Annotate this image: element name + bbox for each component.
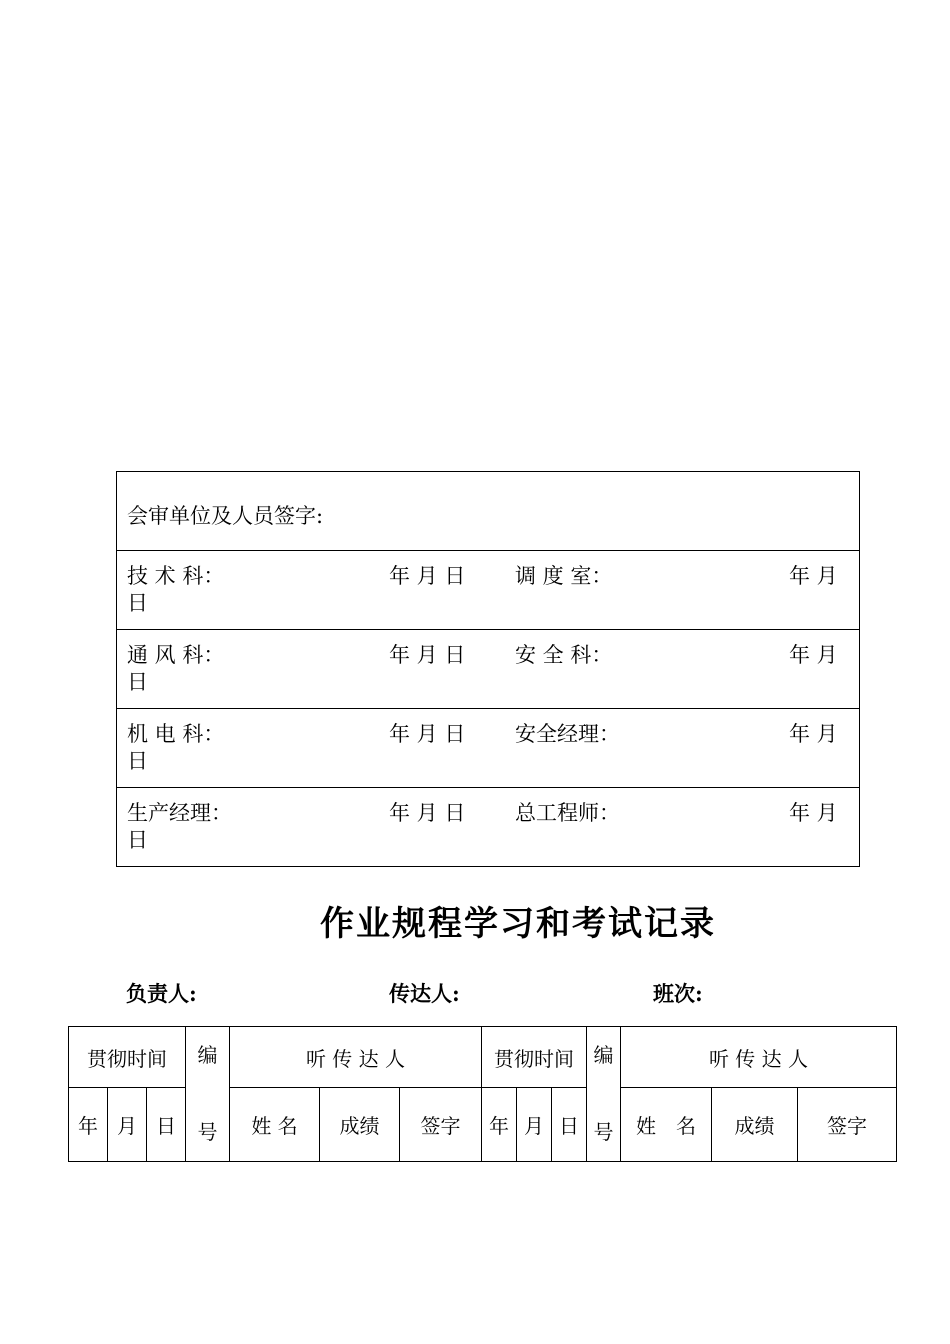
signoff-left-label: 机 电 科：	[127, 722, 225, 746]
signoff-right-label: 调 度 室：	[515, 564, 613, 588]
signoff-cell	[117, 709, 860, 788]
responsible-label: 负责人:	[126, 981, 197, 1006]
signoff-line	[127, 563, 849, 617]
year-header-right: 年	[482, 1088, 517, 1162]
signoff-left-label: 技 术 科：	[127, 564, 225, 588]
signoff-right-label: 总工程师：	[515, 801, 620, 825]
day-header: 日	[147, 1088, 186, 1162]
signature-header: 签字	[400, 1088, 482, 1162]
signoff-row	[117, 630, 860, 709]
number-header-right-top: 编	[593, 1043, 614, 1067]
listener-header: 听 传 达 人	[230, 1027, 482, 1088]
signoff-left-label: 生产经理：	[127, 801, 232, 825]
signoff-left-date: 年 月 日	[389, 564, 466, 588]
period-header: 贯彻时间	[69, 1027, 186, 1088]
signoff-day-wrap: 日	[127, 591, 148, 615]
signoff-row	[117, 788, 860, 867]
signoff-right-label: 安全经理：	[515, 722, 620, 746]
record-header-row-1	[69, 1027, 897, 1088]
name-header: 姓 名	[230, 1088, 320, 1162]
signoff-row	[117, 551, 860, 630]
number-header-right-bottom: 号	[593, 1120, 614, 1144]
signoff-left-date: 年 月 日	[389, 722, 466, 746]
signoff-day-wrap: 日	[127, 670, 148, 694]
month-header-right: 月	[517, 1088, 552, 1162]
signoff-cell	[117, 788, 860, 867]
signoff-cell	[117, 630, 860, 709]
score-header: 成绩	[320, 1088, 400, 1162]
record-title: 作业规程学习和考试记录	[320, 904, 716, 944]
month-header: 月	[108, 1088, 147, 1162]
signoff-left-label: 通 风 科：	[127, 643, 225, 667]
signoff-line	[127, 721, 849, 775]
signoff-left-date: 年 月 日	[389, 643, 466, 667]
signoff-line	[127, 800, 849, 854]
signoff-right-date: 年 月	[789, 801, 838, 825]
year-header: 年	[69, 1088, 108, 1162]
signoff-header-row	[117, 472, 860, 551]
signoff-left-date: 年 月 日	[389, 801, 466, 825]
name-header-right: 姓 名	[621, 1088, 712, 1162]
score-header-right: 成绩	[712, 1088, 798, 1162]
signoff-header-cell	[117, 472, 860, 551]
signoff-right-date: 年 月	[789, 722, 838, 746]
signoff-day-wrap: 日	[127, 749, 148, 773]
period-header-right: 贯彻时间	[482, 1027, 587, 1088]
signoff-row	[117, 709, 860, 788]
signoff-header: 会审单位及人员签字:	[127, 504, 324, 528]
signoff-right-date: 年 月	[789, 643, 838, 667]
signoff-line	[127, 642, 849, 696]
record-table	[68, 1026, 897, 1162]
signoff-right-date: 年 月	[789, 564, 838, 588]
day-header-right: 日	[552, 1088, 587, 1162]
listener-header-right: 听 传 达 人	[621, 1027, 897, 1088]
number-header-top: 编	[197, 1043, 218, 1067]
signoff-cell	[117, 551, 860, 630]
signoff-table	[116, 471, 860, 867]
conveyor-label: 传达人:	[389, 981, 460, 1006]
number-header-bottom: 号	[197, 1120, 218, 1144]
number-header	[186, 1027, 230, 1162]
shift-label: 班次:	[653, 981, 703, 1006]
signoff-day-wrap: 日	[127, 828, 148, 852]
number-header-right	[587, 1027, 621, 1162]
signoff-right-label: 安 全 科：	[515, 643, 613, 667]
signature-header-right: 签字	[798, 1088, 897, 1162]
